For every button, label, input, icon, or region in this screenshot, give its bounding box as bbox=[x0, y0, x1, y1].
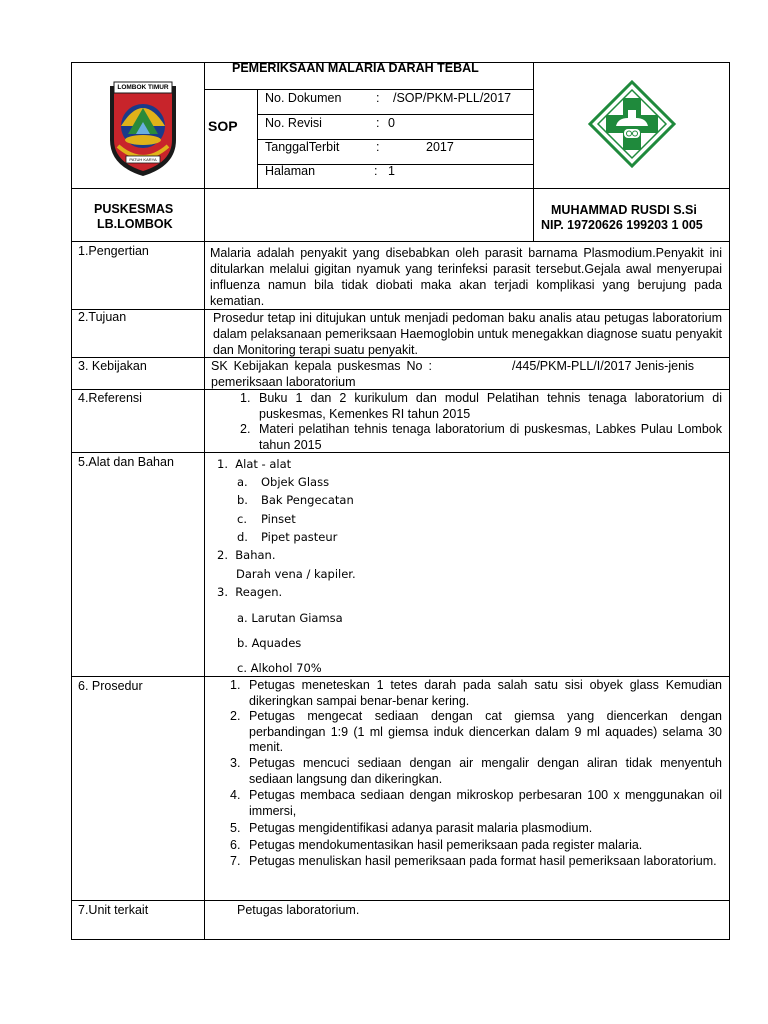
list-item-number: 5. bbox=[230, 821, 241, 835]
kebijakan-label: 3. Kebijakan bbox=[78, 359, 147, 373]
referensi-list bbox=[240, 391, 722, 451]
alat-heading: 1. Alat - alat bbox=[217, 457, 292, 471]
list-item-text: Petugas meneteskan 1 tetes darah pada salah satu sisi obyek glass Kemudian dikeringkan sampai benar-benar kering. bbox=[249, 678, 722, 708]
puskesmas-label: PUSKESMAS bbox=[94, 202, 174, 216]
list-item-number: 2. bbox=[240, 422, 251, 436]
list-item-text: Petugas membaca sediaan dengan mikroskop perbesaran 100 x menggunakan oil immersi, bbox=[249, 788, 722, 818]
pengertian-label: 1.Pengertian bbox=[78, 244, 149, 258]
issue-date-sep: : bbox=[376, 140, 380, 154]
reagen-item: c. Alkohol 70% bbox=[237, 661, 322, 675]
reagen-heading: 3. Reagen. bbox=[217, 585, 283, 599]
emblem-label-top: LOMBOK TIMUR bbox=[117, 84, 169, 91]
list-item-text: Materi pelatihan tehnis tenaga laboratorium di puskesmas, Labkes Pulau Lombok tahun 2015 bbox=[259, 422, 722, 452]
prosedur-label: 6. Prosedur bbox=[78, 679, 143, 693]
list-item-number: 2. bbox=[230, 709, 241, 723]
bahan-text: Darah vena / kapiler. bbox=[236, 567, 356, 581]
table-border-right bbox=[729, 62, 730, 940]
reagen-item: b. Aquades bbox=[237, 636, 302, 650]
lombok-timur-emblem bbox=[106, 78, 180, 178]
alat-item-text: Bak Pengecatan bbox=[261, 493, 354, 507]
table-border-bottom bbox=[71, 939, 730, 940]
alat-label: 5.Alat dan Bahan bbox=[78, 455, 174, 469]
revision-label: No. Revisi bbox=[265, 116, 322, 130]
alat-item-text: Objek Glass bbox=[261, 475, 330, 489]
doc-row-line bbox=[204, 89, 534, 90]
reagen-item: a. Larutan Giamsa bbox=[237, 611, 343, 625]
emblem-label-bottom: PATUH KARYA bbox=[129, 157, 157, 162]
list-item-number: 1. bbox=[230, 678, 241, 692]
doc-no-label: No. Dokumen bbox=[265, 91, 342, 105]
prosedur-list bbox=[230, 678, 722, 898]
signer-name: MUHAMMAD RUSDI S.Si bbox=[551, 203, 697, 217]
referensi-label: 4.Referensi bbox=[78, 391, 142, 405]
tujuan-text: Prosedur tetap ini ditujukan untuk menjadi pedoman baku analis atau petugas laboratorium dalam pelaksanaan pemeriksaan Haemoglobin untuk menegakkan diagnose suatu penyakit dan Monitoring terapi suatu penyakit. bbox=[213, 311, 722, 357]
list-item-text: Petugas mencuci sediaan dengan air mengalir dengan aliran tidak menyentuh sediaan langsung dan dikeringkan. bbox=[249, 756, 722, 786]
signer-nip: NIP. 19720626 199203 1 005 bbox=[541, 218, 703, 232]
list-item-number: 1. bbox=[240, 391, 251, 405]
sop-label: SOP bbox=[208, 118, 238, 134]
kebijakan-line1-right: /445/PKM-PLL/I/2017 Jenis-jenis bbox=[512, 359, 695, 373]
section-row-line bbox=[71, 900, 730, 901]
revision-sep: : bbox=[376, 116, 380, 130]
puskesmas-logo bbox=[588, 80, 676, 168]
revision-value: 0 bbox=[388, 116, 395, 130]
list-item-text: Petugas mengidentifikasi adanya parasit malaria plasmodium. bbox=[249, 821, 593, 835]
puskesmas-name: LB.LOMBOK bbox=[97, 217, 173, 231]
list-item-number: 4. bbox=[230, 788, 241, 802]
list-item-number: 6. bbox=[230, 838, 241, 852]
alat-item-number: d. bbox=[237, 530, 248, 544]
column-divider bbox=[204, 62, 205, 940]
bahan-heading: 2. Bahan. bbox=[217, 548, 276, 562]
tujuan-label: 2.Tujuan bbox=[78, 310, 127, 324]
list-item-text: Buku 1 dan 2 kurikulum dan modul Pelatihan tehnis tenaga laboratorium di puskesmas, Kemenkes RI tahun 2015 bbox=[259, 391, 722, 421]
doc-no-value: /SOP/PKM-PLL/2017 bbox=[393, 91, 512, 105]
list-item-text: Petugas mengecat sediaan dengan cat giemsa yang diencerkan dengan perbandingan 1:9 (1 ml giemsa induk diencerkan dalam 9 ml aquades) selama 30 menit. bbox=[249, 709, 722, 754]
pengertian-text: Malaria adalah penyakit yang disebabkan oleh parasit barnama Plasmodium.Penyakit ini ditularkan melalui gigitan nyamuk yang terinfeksi parasit tersebut.Gejala awal menyerupai influenza namun bila tidak diobati maka akan terjadi komplikasi yang berujung pada kematian. bbox=[210, 246, 722, 308]
header-row-line bbox=[71, 188, 730, 189]
alat-item-number: a. bbox=[237, 475, 248, 489]
list-item-text: Petugas menuliskan hasil pemeriksaan pada format hasil pemeriksaan laboratorium. bbox=[249, 854, 717, 868]
list-item-text: Petugas mendokumentasikan hasil pemeriksaan pada register malaria. bbox=[249, 838, 643, 852]
document-title: PEMERIKSAAN MALARIA DARAH TEBAL bbox=[232, 61, 479, 75]
alat-item-text: Pipet pasteur bbox=[261, 530, 338, 544]
unit-label: 7.Unit terkait bbox=[78, 903, 149, 917]
table-border-left bbox=[71, 62, 72, 940]
page-value: 1 bbox=[388, 164, 395, 178]
issue-date-value: 2017 bbox=[426, 140, 454, 154]
kebijakan-line1-left: SK Kebijakan kepala puskesmas No : bbox=[211, 359, 432, 373]
alat-item-number: c. bbox=[237, 512, 247, 526]
list-item-number: 3. bbox=[230, 756, 241, 770]
section-row-line bbox=[71, 389, 730, 390]
alat-item-number: b. bbox=[237, 493, 248, 507]
doc-no-sep: : bbox=[376, 91, 380, 105]
section-row-line bbox=[71, 676, 730, 677]
kebijakan-line2: pemeriksaan laboratorium bbox=[211, 375, 356, 389]
page-sep: : bbox=[374, 164, 378, 178]
unit-text: Petugas laboratorium. bbox=[237, 903, 360, 917]
doc-row-line bbox=[257, 114, 534, 115]
alat-item-text: Pinset bbox=[261, 512, 296, 526]
issue-date-label: TanggalTerbit bbox=[265, 140, 340, 154]
page-label: Halaman bbox=[265, 164, 316, 178]
section-row-line bbox=[71, 241, 730, 242]
list-item-number: 7. bbox=[230, 854, 241, 868]
